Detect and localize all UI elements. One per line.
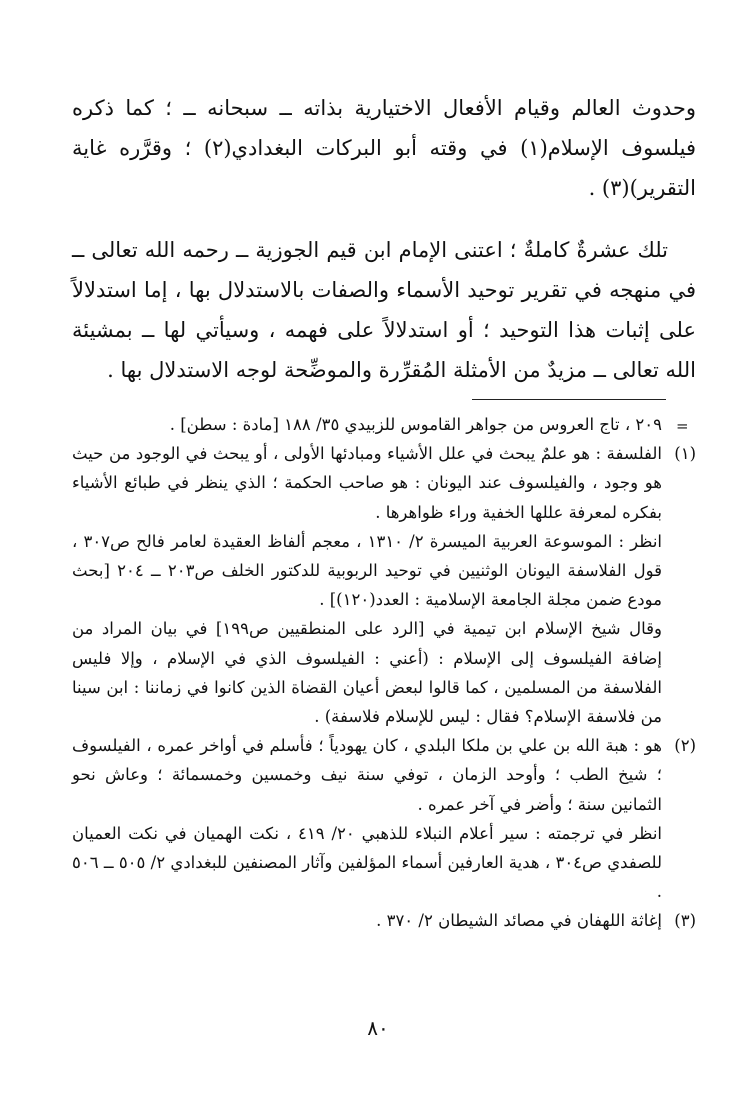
footnote-line: هو : هبة الله بن علي بن ملكا البلدي ، كان يهودياً ؛ فأسلم في أواخر عمره ، الفيلسوف ؛ شيخ الطب ؛ وأوحد الزمان ، توفي سنة نيف وخمسين وخمسمائة ؛ وعاش نحو الثمانين سنة ؛ وأضر في آخر عمره . bbox=[72, 736, 662, 814]
footnote-line: ٢٠٩ ، تاج العروس من جواهر القاموس للزبيدي ٣٥/ ١٨٨ [مادة : سطن] . bbox=[169, 415, 662, 434]
main-paragraph-1: وحدوث العالم وقيام الأفعال الاختيارية بذاته ــ سبحانه ــ ؛ كما ذكره فيلسوف الإسلام(١) في وقته أبو البركات البغدادي(٢) ؛ وقرَّره غاية التقرير)(٣) . bbox=[72, 96, 696, 200]
main-text bbox=[72, 88, 696, 390]
page-number: ٨٠ bbox=[367, 1016, 389, 1040]
footnote-line: انظر : الموسوعة العربية الميسرة ٢/ ١٣١٠ ، معجم ألفاظ العقيدة لعامر فالح ص٣٠٧ ، قول الفلاسفة اليونان الوثنيين في توحيد الربوبية للدكتور الخلف ص٢٠٣ ــ ٢٠٤ [بحث مودع ضمن مجلة الجامعة الإسلامية : العدد(١٢٠)] . bbox=[72, 531, 662, 610]
footnote-number: (٢) bbox=[674, 736, 696, 756]
footnote-separator bbox=[472, 399, 666, 400]
footnote-line: وقال شيخ الإسلام ابن تيمية في [الرد على المنطقيين ص١٩٩] في بيان المراد من إضافة الفيلسوف إلى الإسلام : (أعني : الفيلسوف الذي في الإسلام ، وإلا فليس الفلاسفة من المسلمين ، كما قالوا لبعض أعيان القضاة الذين كانوا في زماننا : ابن سينا من فلاسفة الإسلام؟ فقال : ليس للإسلام فلاسفة) . bbox=[72, 619, 663, 727]
footnote-number: (٣) bbox=[674, 911, 696, 931]
footnote-number: (١) bbox=[674, 444, 696, 464]
footnotes bbox=[72, 410, 696, 936]
footnote-1 bbox=[72, 439, 696, 731]
footnote-line: الفلسفة : هو علمٌ يبحث في علل الأشياء ومبادئها الأولى ، أو يبحث في الوجود من حيث هو وجود ، والفيلسوف عند اليونان : هو صاحب الحكمة ؛ الذي ينظر في طبائع الأشياء بفكره لمعرفة عللها الخفية وراء ظواهرها . bbox=[72, 444, 662, 522]
footnote-continuation-mark: = bbox=[676, 417, 689, 435]
footnote-continued bbox=[72, 410, 696, 439]
footnote-3 bbox=[72, 906, 696, 935]
footnote-line: انظر في ترجمته : سير أعلام النبلاء للذهبي ٢٠/ ٤١٩ ، نكت الهميان في نكت العميان للصفدي ص٣٠٤ ، هدية العارفين أسماء المؤلفين وآثار المصنفين للبغدادي ٢/ ٥٠٥ ــ ٥٠٦ . bbox=[72, 823, 662, 902]
main-paragraph-2: تلك عشرةٌ كاملةٌ ؛ اعتنى الإمام ابن قيم الجوزية ــ رحمه الله تعالى ــ في منهجه في تقرير توحيد الأسماء والصفات بالاستدلال بها ، إما استدلالاً على إثبات هذا التوحيد ؛ أو استدلالاً على فهمه ، وسيأتي لها ــ بمشيئة الله تعالى ــ مزيدٌ من الأمثلة المُقرِّرة والموضِّحة لوجه الاستدلال بها . bbox=[72, 238, 696, 382]
footnote-line: إغاثة اللهفان في مصائد الشيطان ٢/ ٣٧٠ . bbox=[376, 911, 662, 931]
footnote-2 bbox=[72, 731, 696, 906]
footnote-number bbox=[662, 410, 696, 439]
